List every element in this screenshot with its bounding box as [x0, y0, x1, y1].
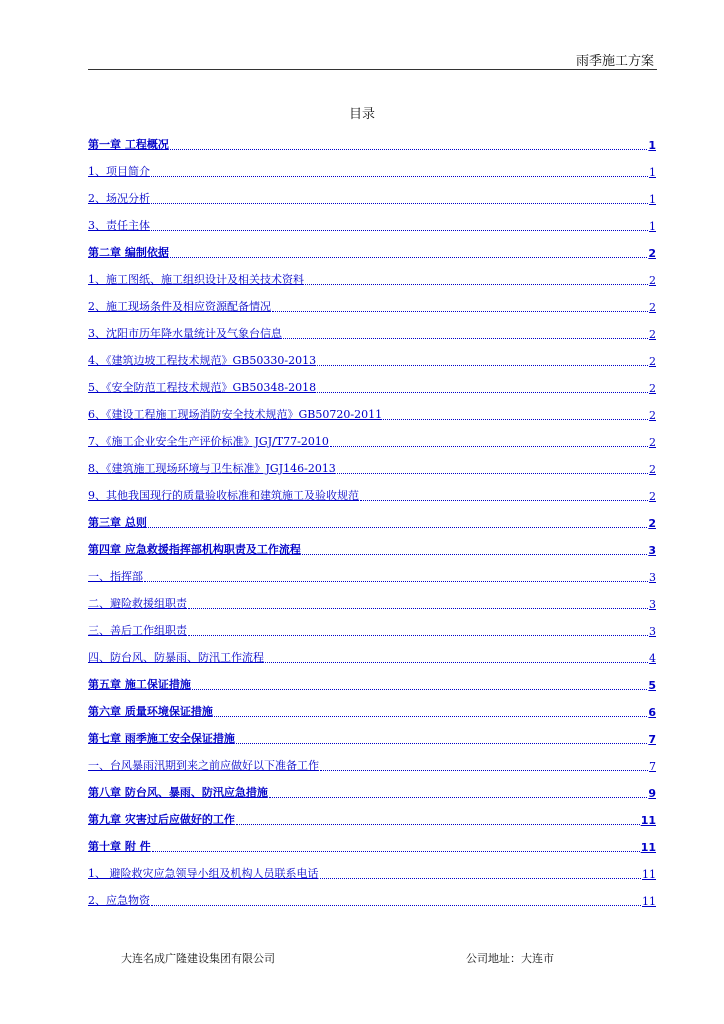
toc-dot-leader	[320, 770, 648, 771]
toc-dot-leader	[148, 527, 648, 528]
toc-dot-leader	[151, 176, 648, 177]
toc-dot-leader	[188, 608, 648, 609]
toc-page-number: 2	[649, 490, 656, 503]
toc-page-number: 1	[649, 166, 656, 179]
toc-section-link[interactable]	[88, 588, 656, 615]
toc-dot-leader	[302, 554, 648, 555]
toc-page-number: 2	[649, 382, 656, 395]
toc-entry-text: 第三章 总则	[88, 516, 147, 529]
toc-page-number: 2	[649, 463, 656, 476]
toc-dot-leader	[337, 473, 648, 474]
toc-entry-text: 2、施工现场条件及相应资源配备情况	[88, 300, 271, 313]
toc-dot-leader	[283, 338, 648, 339]
toc-dot-leader	[188, 635, 648, 636]
toc-page-number: 2	[648, 247, 656, 260]
toc-chapter-link[interactable]	[88, 804, 656, 831]
toc-title: 目录	[348, 107, 375, 122]
toc-entry-text: 8、《建筑施工现场环境与卫生标准》JGJ146-2013	[88, 462, 336, 475]
toc-section-link[interactable]	[88, 372, 656, 399]
toc-section-link[interactable]	[88, 480, 656, 507]
toc-entry-text: 2、应急物资	[88, 894, 150, 907]
toc-section-link[interactable]	[88, 345, 656, 372]
toc-chapter-link[interactable]	[88, 534, 656, 561]
toc-entry-text: 3、沈阳市历年降水量统计及气象台信息	[88, 327, 282, 340]
toc-entry-text: 第八章 防台风、暴雨、防汛应急措施	[88, 786, 268, 799]
toc-page-number: 3	[649, 571, 656, 584]
toc-page-number: 11	[642, 868, 656, 881]
toc-entry-text: 一、台风暴雨汛期到来之前应做好以下准备工作	[88, 759, 319, 772]
toc-dot-leader	[170, 257, 648, 258]
toc-dot-leader	[152, 851, 640, 852]
toc-section-link[interactable]	[88, 426, 656, 453]
toc-dot-leader	[236, 824, 640, 825]
toc-page-number: 6	[648, 706, 656, 719]
footer-company-name: 大连名成广隆建设集团有限公司	[121, 952, 275, 965]
toc-page-number: 4	[649, 652, 656, 665]
toc-entry-text: 第二章 编制依据	[88, 246, 169, 259]
table-of-contents	[88, 129, 656, 912]
toc-chapter-link[interactable]	[88, 237, 656, 264]
toc-dot-leader	[317, 365, 648, 366]
toc-section-link[interactable]	[88, 183, 656, 210]
toc-page-number: 3	[648, 544, 656, 557]
toc-dot-leader	[305, 284, 648, 285]
toc-entry-text: 第五章 施工保证措施	[88, 678, 191, 691]
toc-entry-text: 1、施工图纸、施工组织设计及相关技术资料	[88, 273, 304, 286]
toc-dot-leader	[151, 203, 648, 204]
toc-dot-leader	[360, 500, 648, 501]
toc-entry-text: 第十章 附 件	[88, 840, 151, 853]
toc-dot-leader	[317, 392, 648, 393]
toc-page-number: 11	[640, 841, 656, 854]
toc-section-link[interactable]	[88, 264, 656, 291]
toc-dot-leader	[265, 662, 648, 663]
toc-entry-text: 9、其他我国现行的质量验收标准和建筑施工及验收规范	[88, 489, 359, 502]
toc-page-number: 2	[649, 436, 656, 449]
toc-page-number: 3	[649, 625, 656, 638]
footer-company-address: 公司地址：大连市	[466, 952, 554, 965]
toc-dot-leader	[272, 311, 648, 312]
toc-section-link[interactable]	[88, 156, 656, 183]
toc-entry-text: 1、 避险救灾应急领导小组及机构人员联系电话	[88, 867, 319, 880]
toc-chapter-link[interactable]	[88, 777, 656, 804]
toc-entry-text: 第九章 灾害过后应做好的工作	[88, 813, 235, 826]
toc-dot-leader	[170, 149, 648, 150]
toc-section-link[interactable]	[88, 210, 656, 237]
toc-entry-text: 第一章 工程概况	[88, 138, 169, 151]
toc-dot-leader	[151, 905, 641, 906]
toc-section-link[interactable]	[88, 750, 656, 777]
toc-section-link[interactable]	[88, 399, 656, 426]
toc-entry-text: 3、责任主体	[88, 219, 150, 232]
toc-entry-text: 6、《建设工程施工现场消防安全技术规范》GB50720-2011	[88, 408, 383, 421]
toc-page-number: 2	[649, 328, 656, 341]
toc-dot-leader	[151, 230, 648, 231]
toc-chapter-link[interactable]	[88, 696, 656, 723]
toc-page-number: 11	[642, 895, 656, 908]
toc-chapter-link[interactable]	[88, 507, 656, 534]
toc-dot-leader	[383, 419, 648, 420]
toc-section-link[interactable]	[88, 453, 656, 480]
header-divider	[88, 69, 657, 70]
toc-section-link[interactable]	[88, 561, 656, 588]
toc-dot-leader	[320, 878, 642, 879]
toc-page-number: 1	[648, 139, 656, 152]
toc-dot-leader	[269, 797, 648, 798]
toc-page-number: 2	[649, 355, 656, 368]
toc-entry-text: 四、防台风、防暴雨、防汛工作流程	[88, 651, 264, 664]
toc-chapter-link[interactable]	[88, 723, 656, 750]
toc-page-number: 5	[648, 679, 656, 692]
toc-chapter-link[interactable]	[88, 831, 656, 858]
toc-dot-leader	[330, 446, 648, 447]
toc-dot-leader	[214, 716, 648, 717]
toc-section-link[interactable]	[88, 642, 656, 669]
toc-entry-text: 2、场况分析	[88, 192, 150, 205]
toc-entry-text: 7、《施工企业安全生产评价标准》JGJ/T77-2010	[88, 435, 329, 448]
toc-page-number: 2	[649, 274, 656, 287]
toc-entry-text: 1、项目简介	[88, 165, 150, 178]
toc-page-number: 1	[649, 193, 656, 206]
toc-entry-text: 4、《建筑边坡工程技术规范》GB50330-2013	[88, 354, 317, 367]
toc-dot-leader	[192, 689, 648, 690]
toc-page-number: 2	[648, 517, 656, 530]
toc-page-number: 7	[648, 733, 656, 746]
toc-section-link[interactable]	[88, 615, 656, 642]
toc-page-number: 3	[649, 598, 656, 611]
toc-page-number: 7	[649, 760, 656, 773]
toc-entry-text: 第六章 质量环境保证措施	[88, 705, 213, 718]
toc-entry-text: 第七章 雨季施工安全保证措施	[88, 732, 235, 745]
toc-section-link[interactable]	[88, 885, 656, 912]
toc-page-number: 1	[649, 220, 656, 233]
toc-section-link[interactable]	[88, 318, 656, 345]
toc-entry-text: 三、善后工作组职责	[88, 624, 187, 637]
toc-page-number: 2	[649, 301, 656, 314]
toc-chapter-link[interactable]	[88, 669, 656, 696]
toc-entry-text: 一、指挥部	[88, 570, 143, 583]
toc-page-number: 11	[640, 814, 656, 827]
toc-entry-text: 二、避险救援组职责	[88, 597, 187, 610]
toc-entry-text: 第四章 应急救援指挥部机构职责及工作流程	[88, 543, 301, 556]
toc-section-link[interactable]	[88, 291, 656, 318]
toc-chapter-link[interactable]	[88, 129, 656, 156]
toc-page-number: 2	[649, 409, 656, 422]
toc-page-number: 9	[648, 787, 656, 800]
header-title: 雨季施工方案	[575, 54, 654, 69]
toc-dot-leader	[236, 743, 648, 744]
toc-dot-leader	[144, 581, 648, 582]
toc-section-link[interactable]	[88, 858, 656, 885]
toc-entry-text: 5、《安全防范工程技术规范》GB50348-2018	[88, 381, 317, 394]
